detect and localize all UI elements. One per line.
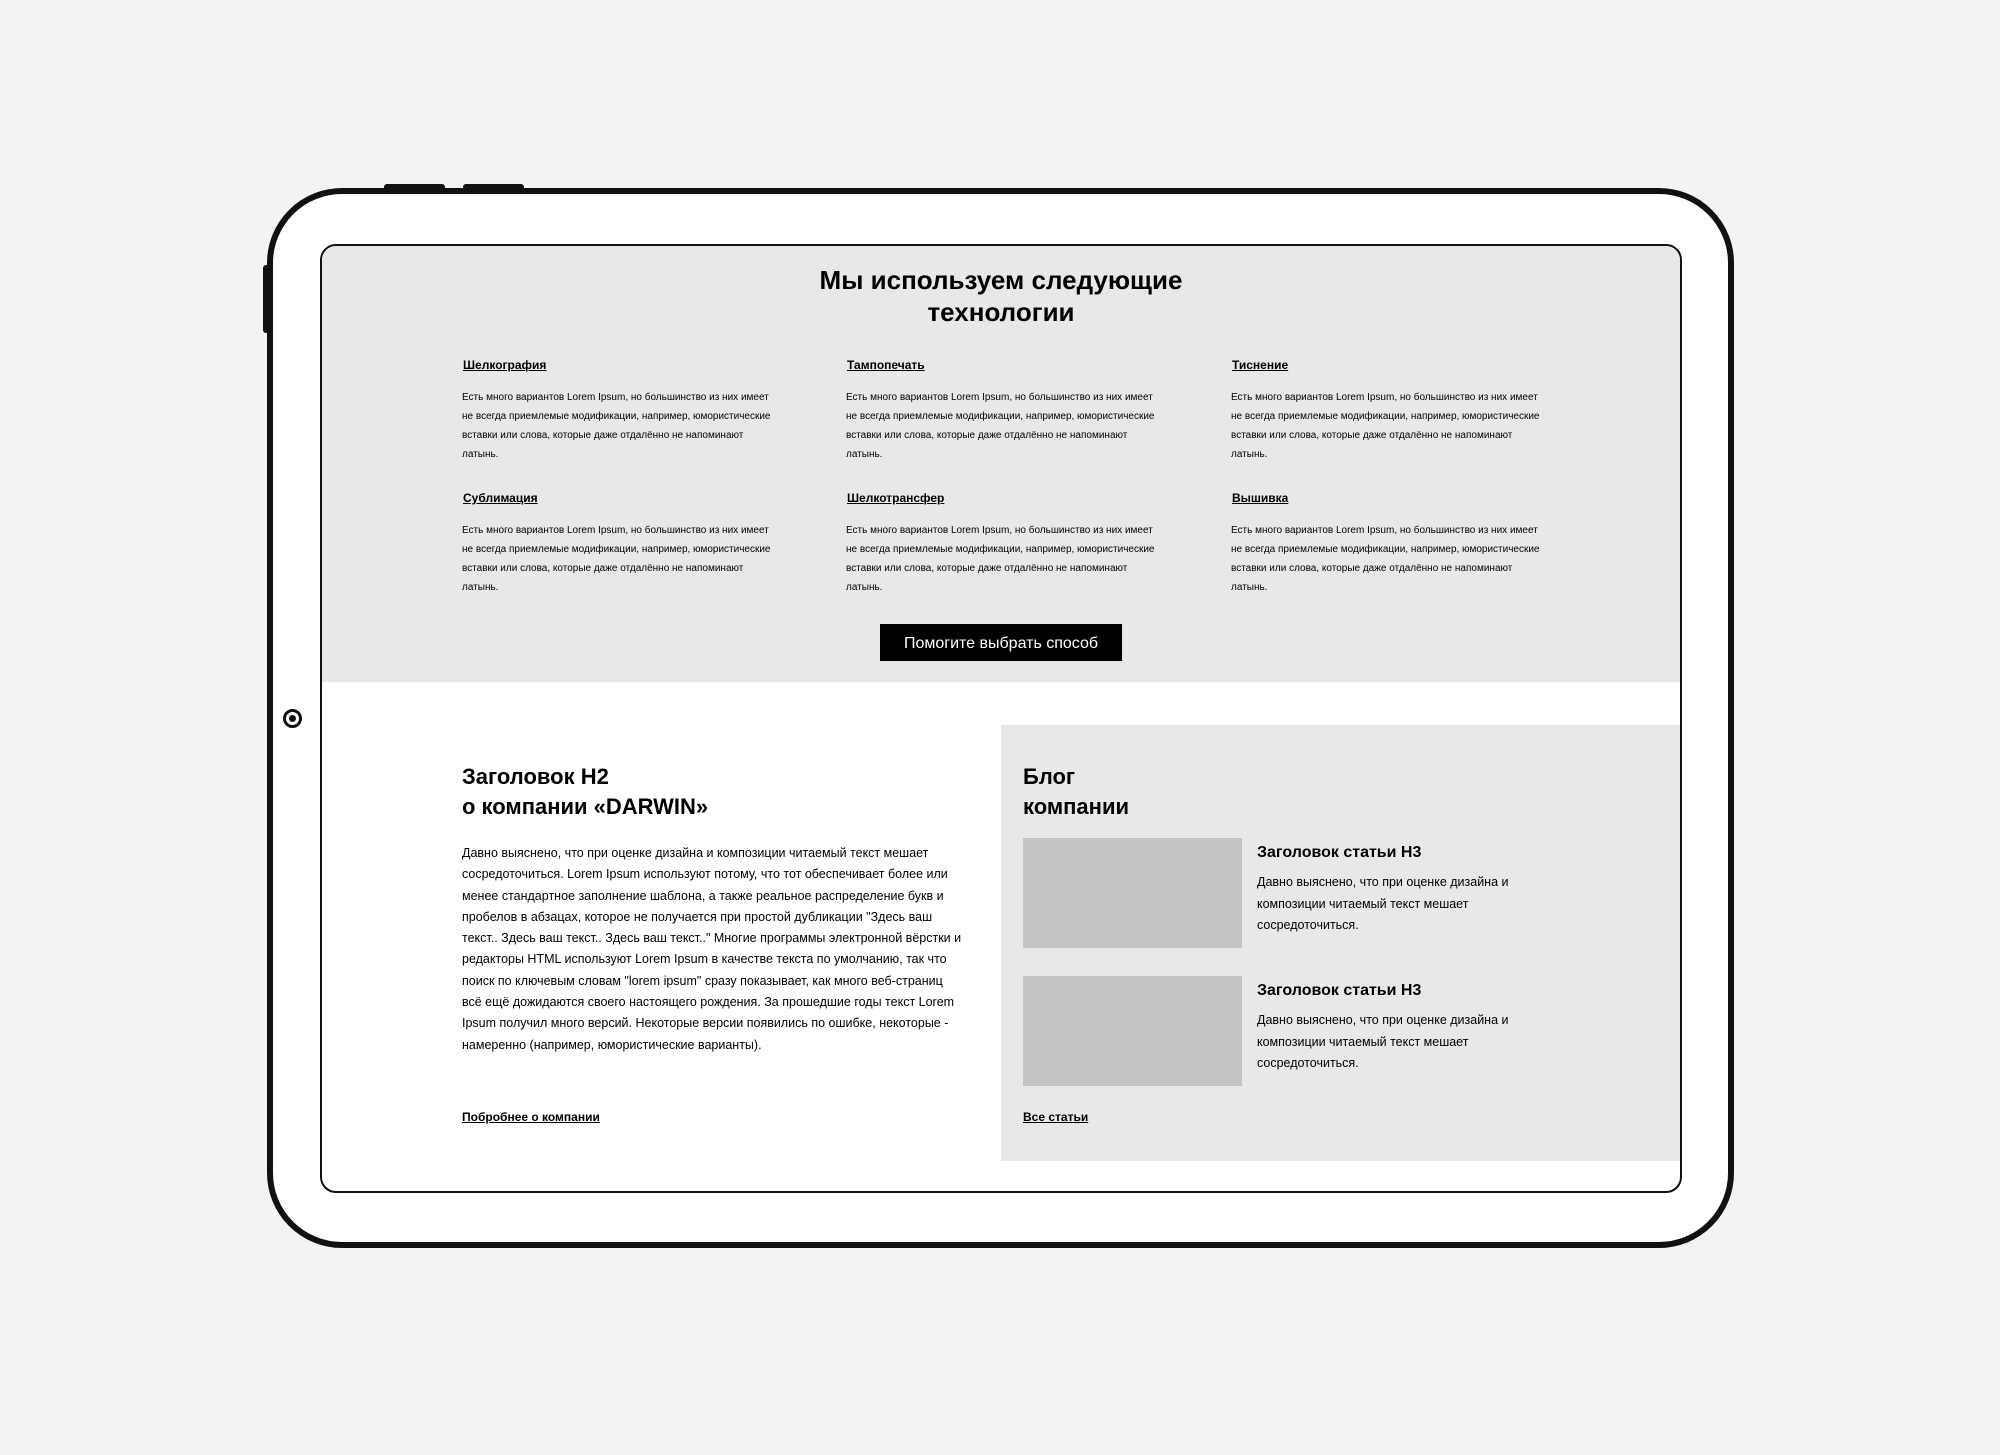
blog-title-line-2: компании (1023, 794, 1130, 819)
all-articles-link[interactable]: Все статьи (1023, 1110, 1089, 1124)
blog-title-line-1: Блог (1023, 764, 1076, 789)
technologies-title-line-2: технологии (927, 297, 1075, 327)
article-excerpt: Давно выяснено, что при оценке дизайна и композиции читаемый текст мешает сосредоточиться. (1257, 875, 1509, 932)
tech-item-text: Есть много вариантов Lorem Ipsum, но большинство из них имеет не всегда приемлемые модификации, например, юмористические вставки или слова, которые даже отдалённо не напоминают латынь. (462, 525, 771, 593)
tech-item-title[interactable]: Сублимация (463, 491, 538, 505)
tech-item-pad-printing (846, 356, 1166, 464)
article-thumbnail[interactable] (1023, 838, 1242, 948)
tech-item-text: Есть много вариантов Lorem Ipsum, но большинство из них имеет не всегда приемлемые модификации, например, юмористические вставки или слова, которые даже отдалённо не напоминают латынь. (462, 392, 771, 460)
technologies-title-line-1: Мы используем следующие (819, 265, 1183, 295)
tech-item-text: Есть много вариантов Lorem Ipsum, но большинство из них имеет не всегда приемлемые модификации, например, юмористические вставки или слова, которые даже отдалённо не напоминают латынь. (1231, 392, 1540, 460)
camera-icon (283, 709, 302, 728)
tech-item-silkscreen (462, 356, 782, 464)
tech-item-title[interactable]: Тампопечать (847, 358, 925, 372)
tech-item-title[interactable]: Тиснение (1232, 358, 1289, 372)
about-text: Давно выяснено, что при оценке дизайна и композиции читаемый текст мешает сосредоточиться. Lorem Ipsum используют потому, что тот обеспечивает более или менее стандартное заполнение шаблона, а также реальное распределение букв и пробелов в абзацах, которое не получается при простой дубликации "Здесь ваш текст.. Здесь ваш текст.. Здесь ваш текст.." Многие программы электронной вёрстки и редакторы HTML используют Lorem Ipsum в качестве текста по умолчанию, так что поиск по ключевым словам "lorem ipsum" сразу показывает, как много веб-страниц всё ещё дожидаются своего настоящего рождения. За прошедшие годы текст Lorem Ipsum получил много версий. Некоторые версии появились по ошибке, некоторые - намеренно (например, юмористические варианты). (462, 846, 962, 1052)
help-choose-button[interactable]: Помогите выбрать способ (880, 624, 1122, 661)
article-title[interactable]: Заголовок статьи H3 (1257, 982, 1422, 999)
about-more-link[interactable]: Побробнее о компании (462, 1110, 600, 1124)
about-title-line-2: о компании «DARWIN» (462, 794, 709, 819)
tech-item-text: Есть много вариантов Lorem Ipsum, но большинство из них имеет не всегда приемлемые модификации, например, юмористические вставки или слова, которые даже отдалённо не напоминают латынь. (1231, 525, 1540, 593)
tech-item-silk-transfer (846, 489, 1166, 597)
tech-item-embossing (1231, 356, 1551, 464)
technologies-title (322, 264, 1680, 328)
tech-item-text: Есть много вариантов Lorem Ipsum, но большинство из них имеет не всегда приемлемые модификации, например, юмористические вставки или слова, которые даже отдалённо не напоминают латынь. (846, 525, 1155, 593)
article-thumbnail[interactable] (1023, 976, 1242, 1086)
article-excerpt: Давно выяснено, что при оценке дизайна и композиции читаемый текст мешает сосредоточиться. (1257, 1013, 1509, 1070)
article-title[interactable]: Заголовок статьи H3 (1257, 844, 1422, 861)
tech-item-title[interactable]: Шелкотрансфер (847, 491, 945, 505)
blog-section (1001, 725, 1682, 1161)
about-title-line-1: Заголовок H2 (462, 764, 609, 789)
tech-item-embroidery (1231, 489, 1551, 597)
tablet-screen (320, 244, 1682, 1193)
technologies-section (322, 246, 1680, 682)
blog-title (1023, 762, 1323, 822)
tech-item-sublimation (462, 489, 782, 597)
tech-item-title[interactable]: Вышивка (1232, 491, 1289, 505)
tech-item-text: Есть много вариантов Lorem Ipsum, но большинство из них имеет не всегда приемлемые модификации, например, юмористические вставки или слова, которые даже отдалённо не напоминают латынь. (846, 392, 1155, 460)
tech-item-title[interactable]: Шелкография (463, 358, 547, 372)
about-title (462, 762, 942, 822)
